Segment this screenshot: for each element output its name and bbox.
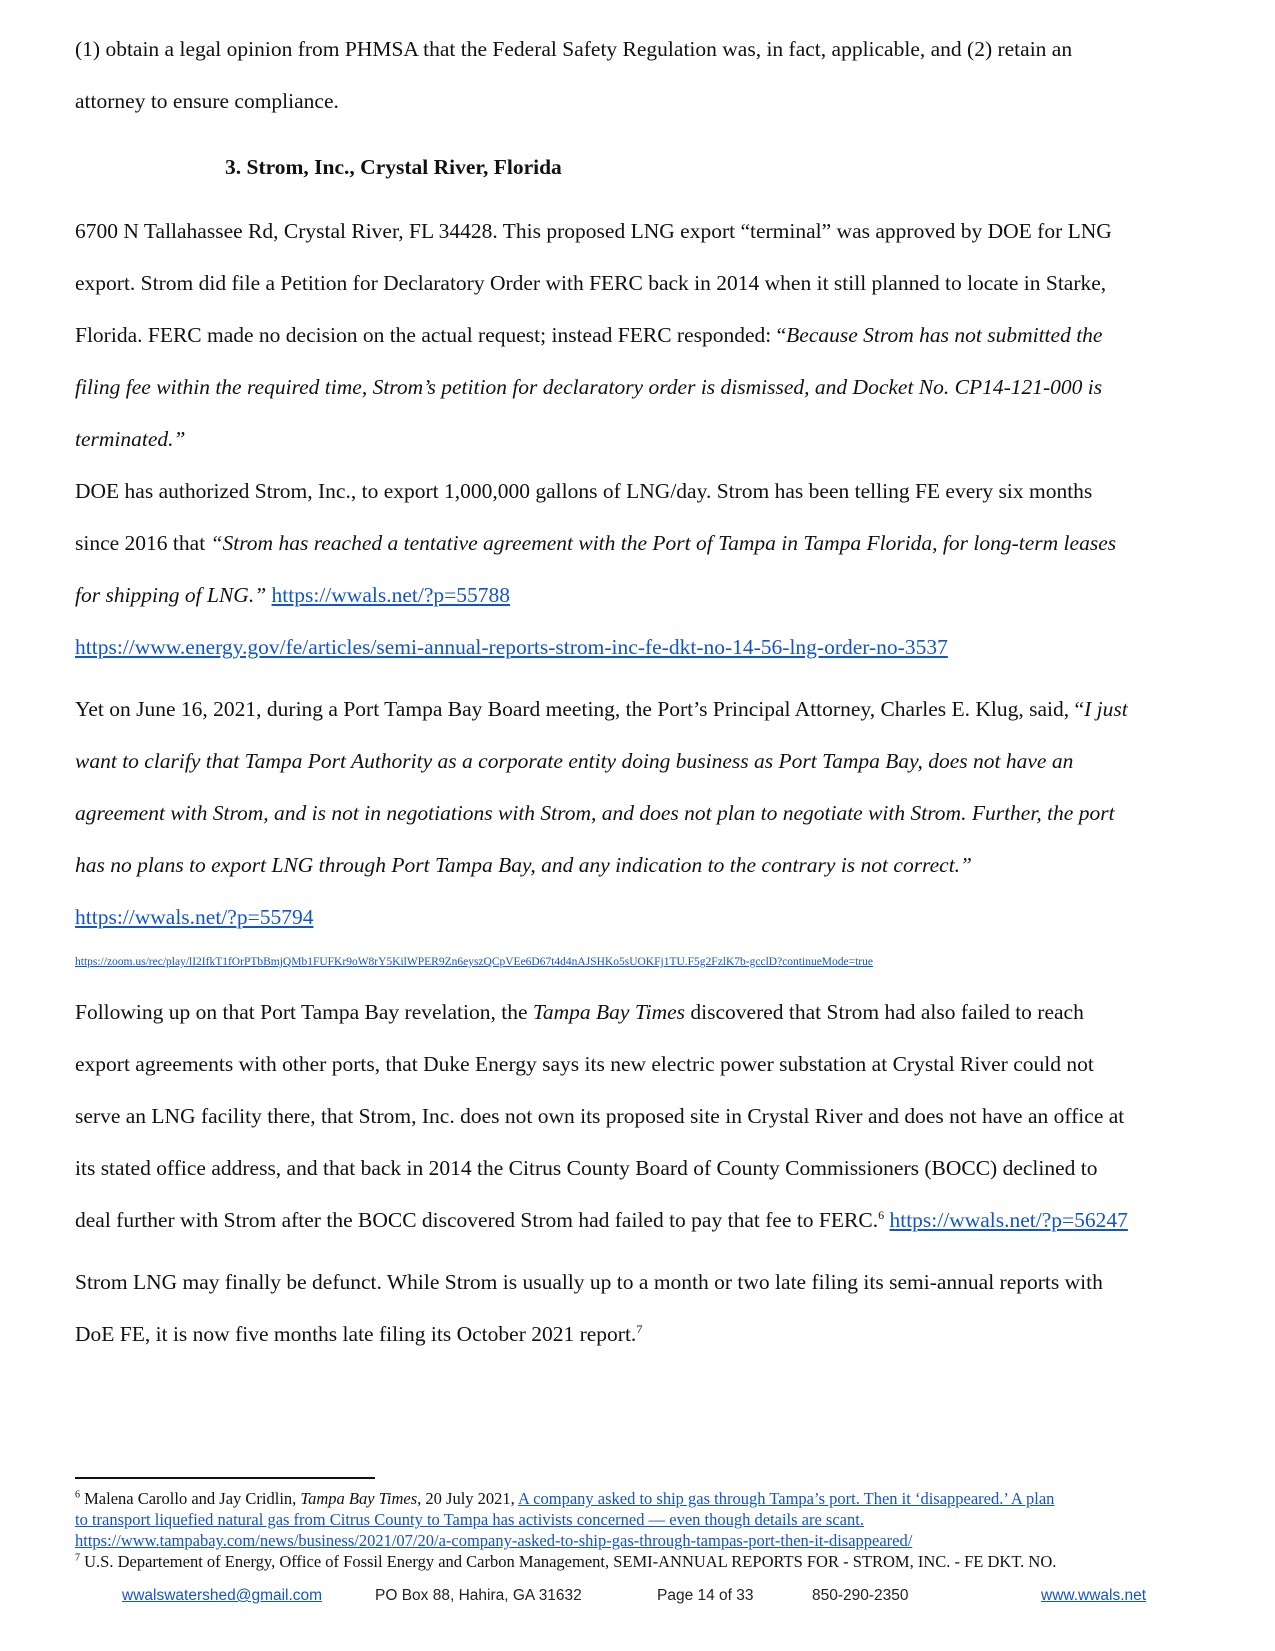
paragraph-line <box>75 530 1116 556</box>
paragraph-line: its stated office address, and that back in 2014 the Citrus County Board of County Commissioners (BOCC) declined to <box>75 1156 1098 1180</box>
paragraph-line: serve an LNG facility there, that Strom, Inc. does not own its proposed site in Crystal River and does not have an office at <box>75 1104 1125 1128</box>
tampabay-url-link[interactable]: https://www.tampabay.com/news/business/2021/07/20/a-company-asked-to-ship-gas-through-tampas-port-then-it-disappeared/ <box>75 1531 913 1550</box>
paragraph-line <box>75 426 185 452</box>
quote-italic: filing fee within the required time, Strom’s petition for declaratory order is dismissed, and Docket No. CP14-121-000 is <box>75 375 1103 399</box>
publication-title: Tampa Bay Times <box>300 1489 418 1508</box>
paragraph-line <box>75 582 510 608</box>
text-span: Florida. FERC made no decision on the actual request; instead FERC responded: “ <box>75 323 787 347</box>
paragraph-line <box>75 904 313 930</box>
section-heading: 3. Strom, Inc., Crystal River, Florida <box>225 155 562 179</box>
paragraph-line: (1) obtain a legal opinion from PHMSA that the Federal Safety Regulation was, in fact, applicable, and (2) retain an <box>75 37 1073 61</box>
footnote-ref-6[interactable]: 6 <box>878 1207 885 1222</box>
text-span: since 2016 that <box>75 531 211 555</box>
quote-italic: “Strom has reached a tentative agreement with the Port of Tampa in Tampa Florida, for long-term leases <box>210 531 1117 555</box>
footnote-6-cont <box>75 1509 864 1530</box>
publication-title: Tampa Bay Times <box>532 1000 686 1024</box>
paragraph-line: DOE has authorized Strom, Inc., to export 1,000,000 gallons of LNG/day. Strom has been telling FE every six months <box>75 479 1093 503</box>
paragraph-line <box>75 696 1128 722</box>
quote-italic: want to clarify that Tampa Port Authority as a corporate entity doing business as Port Tampa Bay, does not have an <box>75 749 1074 773</box>
paragraph-line <box>75 852 972 878</box>
footer-email-link[interactable]: wwalswatershed@gmail.com <box>122 1587 323 1604</box>
paragraph-line <box>75 800 1115 826</box>
quote-italic: Because Strom has not submitted the <box>786 323 1103 347</box>
tampabay-article-link[interactable]: to transport liquefied natural gas from Citrus County to Tampa has activists concerned — even though details are scant. <box>75 1510 864 1529</box>
text-span: Yet on June 16, 2021, during a Port Tampa Bay Board meeting, the Port’s Principal Attorney, Charles E. Klug, said, “ <box>75 697 1085 721</box>
footnote-6 <box>75 1488 1054 1509</box>
footnote-7 <box>75 1551 1056 1572</box>
quote-italic: terminated.” <box>75 427 186 451</box>
paragraph-line <box>75 999 1084 1025</box>
footer-website-link[interactable]: www.wwals.net <box>1041 1587 1147 1604</box>
wwals-link-55794[interactable]: https://wwals.net/?p=55794 <box>75 905 314 929</box>
footnote-separator <box>75 1477 375 1479</box>
quote-italic: agreement with Strom, and is not in negotiations with Strom, and does not plan to negotiate with Strom. Further, the port <box>75 801 1115 825</box>
footnote-number: 6 <box>75 1489 80 1501</box>
paragraph-line <box>75 748 1073 774</box>
tampabay-article-link[interactable]: A company asked to ship gas through Tampa’s port. Then it ‘disappeared.’ A plan <box>518 1489 1055 1508</box>
quote-italic: I just <box>1084 697 1128 721</box>
text-span: Malena Carollo and Jay Cridlin, <box>80 1489 301 1508</box>
footnote-ref-7[interactable]: 7 <box>636 1321 643 1336</box>
wwals-link-56247[interactable]: https://wwals.net/?p=56247 <box>889 1208 1128 1232</box>
page-footer <box>0 1587 1275 1609</box>
footer-phone: 850-290-2350 <box>812 1587 909 1604</box>
paragraph-line <box>75 374 1102 400</box>
footer-address: PO Box 88, Hahira, GA 31632 <box>375 1587 582 1604</box>
paragraph-line: attorney to ensure compliance. <box>75 89 339 113</box>
energy-gov-link[interactable]: https://www.energy.gov/fe/articles/semi-annual-reports-strom-inc-fe-dkt-no-14-56-lng-order-no-3537 <box>75 635 948 659</box>
paragraph-line <box>75 955 873 969</box>
paragraph-line <box>75 1207 1128 1233</box>
text-span: U.S. Departement of Energy, Office of Fossil Energy and Carbon Management, SEMI-ANNUAL REPORTS FOR - STROM, INC. - FE DKT. NO. <box>80 1552 1057 1571</box>
paragraph-line: export agreements with other ports, that Duke Energy says its new electric power substation at Crystal River could not <box>75 1052 1094 1076</box>
paragraph-line <box>75 322 1102 348</box>
text-span: discovered that Strom had also failed to reach <box>685 1000 1084 1024</box>
paragraph-line <box>75 634 948 660</box>
paragraph-line <box>75 1321 642 1347</box>
text-span: DoE FE, it is now five months late filing its October 2021 report. <box>75 1322 637 1346</box>
zoom-recording-link[interactable]: https://zoom.us/rec/play/lI2IfkT1fOrPTbBmjQMb1FUFKr9oW8rY5KilWPER9Zn6eyszQCpVEe6D67t4d4nAJSHKo5sUOKFj1TU.F5g2FzlK7b-gcclD?continueMode=true <box>75 956 873 968</box>
footnote-6-cont <box>75 1530 912 1551</box>
footnote-number: 7 <box>75 1552 80 1564</box>
paragraph-line: Strom LNG may finally be defunct. While Strom is usually up to a month or two late filing its semi-annual reports with <box>75 1270 1103 1294</box>
text-span: Following up on that Port Tampa Bay revelation, the <box>75 1000 533 1024</box>
footer-page-number: Page 14 of 33 <box>657 1587 754 1604</box>
paragraph-line: export. Strom did file a Petition for Declaratory Order with FERC back in 2014 when it still planned to locate in Starke, <box>75 271 1107 295</box>
text-span: deal further with Strom after the BOCC discovered Strom had failed to pay that fee to FERC. <box>75 1208 879 1232</box>
wwals-link-55788[interactable]: https://wwals.net/?p=55788 <box>271 583 510 607</box>
quote-italic: has no plans to export LNG through Port Tampa Bay, and any indication to the contrary is not correct.” <box>75 853 973 877</box>
paragraph-line: 6700 N Tallahassee Rd, Crystal River, FL 34428. This proposed LNG export “terminal” was approved by DOE for LNG <box>75 219 1112 243</box>
text-span: , 20 July 2021, <box>417 1489 519 1508</box>
quote-italic: for shipping of LNG.” <box>75 583 272 607</box>
